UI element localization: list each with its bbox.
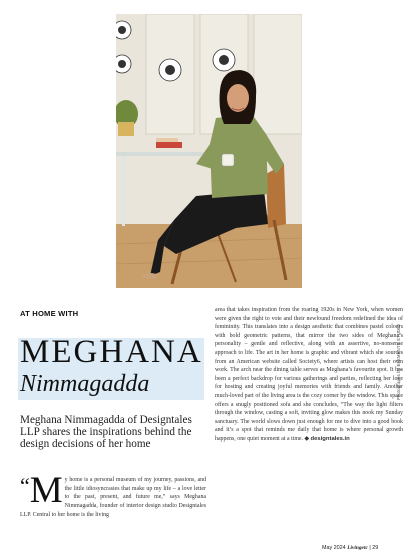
title-first-name: MEGHANA [20, 334, 203, 370]
body-column-right [215, 306, 403, 444]
feature-photo [116, 14, 302, 288]
drop-cap [20, 470, 63, 511]
section-label: AT HOME WITH [20, 309, 79, 318]
home-interior-illustration [116, 14, 302, 288]
page-number: 29 [372, 545, 379, 551]
issue-date: May 2024 [322, 545, 346, 551]
opening-quote: “ [20, 473, 30, 498]
standfirst: Meghana Nimmagadda of Designtales LLP shares the inspirations behind the design decisions of her home [20, 414, 192, 451]
body-left-text: y home is a personal museum of my journey, passions, and the little idiosyncrasies that make up my life – a love letter to the past, present, and future me,” says Meghana Nimmagadda, founder of interior design studio Designtales LLP. Central to her home is the living [20, 477, 206, 518]
title-last-name: Nimmagadda [20, 371, 150, 397]
body-right-text: area that takes inspiration from the roaring 1920s in New York, when women were given the right to vote and their newfound freedom redefined the idea of femininity. This translates into a design aesthetic that combines pastel colours with bold geometric patterns, that mirror the two sides of Meghana’s personality – gentle and reflective, along with an assertive, no-nonsense approach to life. The art in her home is graphic and vibrant which she sources from an American website called Society6, where artists can host their own work. The arch near the dining table serves as Meghana’s favourite spot. It has been a perfect backdrop for various gatherings and parties, reflecting her love for hosting and creating joyful memories with friends and family. Another much-loved part of the living area is the cozy corner by the window. This space offers a snugly positioned sofa and she concludes, “The way the light filters through the window, casting a soft, inviting glow makes this nook my Sunday sanctuary. The world slows down just enough for me to dive into a good book and it’s a spot that reminds me daily that home is where personal growth happens, one quiet moment at a time. ◆ [215, 307, 403, 442]
website-link[interactable]: designtales.in [310, 435, 350, 442]
body-column-left [20, 470, 206, 520]
page-footer [322, 545, 378, 551]
footer-separator: | [369, 545, 371, 551]
magazine-brand: Livingetc [347, 545, 368, 551]
drop-cap-letter: M [29, 470, 63, 511]
photo-credit: Photographs by ELEMENTS STUDIO [396, 323, 401, 400]
